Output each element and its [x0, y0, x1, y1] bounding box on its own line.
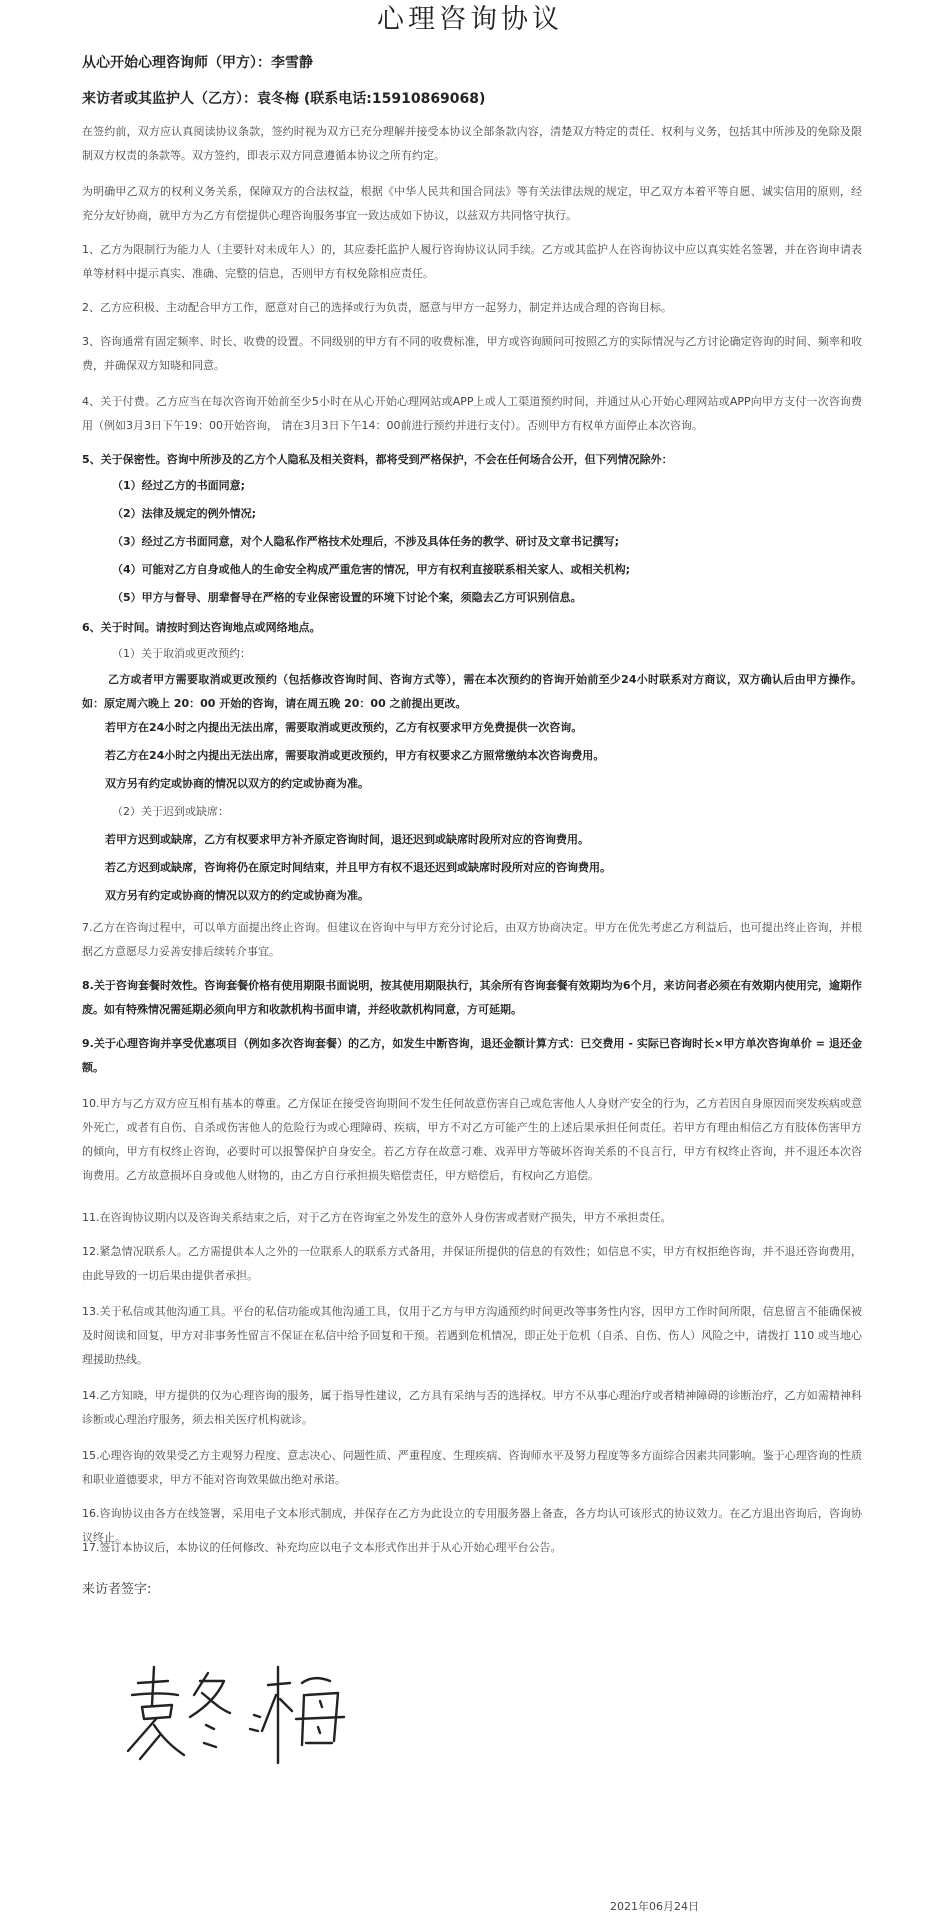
clause-5-item: （5）甲方与督导、朋辈督导在严格的专业保密设置的环境下讨论个案，须隐去乙方可识别信息。 — [112, 591, 582, 604]
clause-6-sub2-title: （2）关于迟到或缺席： — [112, 805, 229, 818]
clause-6-heading: 6、关于时间。请按时到达咨询地点或网络地点。 — [82, 621, 321, 634]
signing-date: 2021年06月24日 — [610, 1900, 699, 1913]
clause-6-sub2-line: 双方另有约定或协商的情况以双方的约定或协商为准。 — [105, 889, 369, 902]
clause-10: 10.甲方与乙方双方应互相有基本的尊重。乙方保证在接受咨询期间不发生任何故意伤害自己或危害他人人身财产安全的行为，乙方若因自身原因而突发疾病或意外死亡，或者有自伤、自杀或伤害他人的危险行为或心理障碍、疾病，甲方不对乙方可能产生的上述后果承担任何责任。若甲方有理由相信乙方有肢体伤害甲方的倾向，甲方有权终止咨询，必要时可以报警保护自身安全。若乙方存在故意刁难、戏弄甲方等破坏咨询关系的不良言行，甲方有权终止咨询，并不退还本次咨询费用。乙方故意损坏自身或他人财物的，由乙方自行承担损失赔偿责任，甲方赔偿后，有权向乙方追偿。 — [82, 1097, 862, 1182]
clause-6-sub2-line: 若乙方迟到或缺席，咨询将仍在原定时间结束，并且甲方有权不退还迟到或缺席时段所对应的咨询费用。 — [105, 861, 611, 874]
clause-6-sub1-line: 双方另有约定或协商的情况以双方的约定或协商为准。 — [105, 777, 369, 790]
clause-11: 11.在咨询协议期内以及咨询关系结束之后，对于乙方在咨询室之外发生的意外人身伤害或者财产损失，甲方不承担责任。 — [82, 1211, 672, 1224]
clause-16: 16.咨询协议由各方在线签署，采用电子文本形式制成，并保存在乙方为此设立的专用服务器上备查，各方均认可该形式的协议效力。在乙方退出咨询后，咨询协议终止。 — [82, 1507, 862, 1544]
signature-label: 来访者签字: — [82, 1582, 152, 1597]
party-b: 来访者或其监护人（乙方）：袁冬梅 (联系电话:15910869068) — [82, 91, 486, 107]
clause-6-sub1-title: （1）关于取消或更改预约： — [112, 647, 251, 660]
clause-2: 2、乙方应积极、主动配合甲方工作，愿意对自己的选择或行为负责，愿意与甲方一起努力，制定并达成合理的咨询目标。 — [82, 301, 672, 314]
clause-8: 8.关于咨询套餐时效性。咨询套餐价格有使用期限书面说明，按其使用期限执行，其余所有咨询套餐有效期均为6个月，来访问者必须在有效期内使用完，逾期作废。如有特殊情况需延期必须向甲方和收款机构书面申请，并经收款机构同意，方可延期。 — [82, 979, 862, 1016]
document-title: 心理咨询协议 — [377, 4, 563, 35]
intro-paragraph-1: 在签约前，双方应认真阅读协议条款，签约时视为双方已充分理解并接受本协议全部条款内容，清楚双方特定的责任、权利与义务，包括其中所涉及的免除及限制双方权责的条款等。双方签约，即表示双方同意遵循本协议之所有约定。 — [82, 125, 862, 162]
intro-paragraph-2: 为明确甲乙双方的权利义务关系，保障双方的合法权益，根据《中华人民共和国合同法》等有关法律法规的规定，甲乙双方本着平等自愿、诚实信用的原则，经充分友好协商，就甲方为乙方有偿提供心理咨询服务事宜一致达成如下协议，以兹双方共同恪守执行。 — [82, 185, 862, 222]
clause-4: 4、关于付费。乙方应当在每次咨询开始前至少5小时在从心开始心理网站或APP上或人工渠道预约时间，并通过从心开始心理网站或APP向甲方支付一次咨询费用（例如3月3日下午19：00开始咨询， 请在3月3日下午14：00前进行预约并进行支付）。否则甲方有权单方面停止本次咨询。 — [82, 395, 862, 432]
clause-14: 14.乙方知晓，甲方提供的仅为心理咨询的服务，属于指导性建议，乙方具有采纳与否的选择权。甲方不从事心理治疗或者精神障碍的诊断治疗，乙方如需精神科诊断或心理治疗服务，须去相关医疗机构就诊。 — [82, 1389, 862, 1426]
clause-9: 9.关于心理咨询并享受优惠项目（例如多次咨询套餐）的乙方，如发生中断咨询，退还金额计算方式：已交费用 - 实际已咨询时长×甲方单次咨询单价 = 退还金额。 — [82, 1037, 862, 1074]
clause-6-sub2-line: 若甲方迟到或缺席，乙方有权要求甲方补齐原定咨询时间，退还迟到或缺席时段所对应的咨询费用。 — [105, 833, 589, 846]
clause-6-sub1-line: 若乙方在24小时之内提出无法出席，需要取消或更改预约，甲方有权要求乙方照常缴纳本次咨询费用。 — [105, 749, 605, 762]
clause-5-heading: 5、关于保密性。咨询中所涉及的乙方个人隐私及相关资料，都将受到严格保护，不会在任何场合公开，但下列情况除外： — [82, 453, 673, 466]
clause-1: 1、乙方为限制行为能力人（主要针对未成年人）的，其应委托监护人履行咨询协议认同手续。乙方或其监护人在咨询协议中应以真实姓名签署，并在咨询申请表单等材料中提示真实、准确、完整的信息，否则甲方有权免除相应责任。 — [82, 243, 862, 280]
clause-6-sub1-line: 若甲方在24小时之内提出无法出席，需要取消或更改预约，乙方有权要求甲方免费提供一次咨询。 — [105, 721, 583, 734]
clause-15: 15.心理咨询的效果受乙方主观努力程度、意志决心、问题性质、严重程度、生理疾病、咨询师水平及努力程度等多方面综合因素共同影响。鉴于心理咨询的性质和职业道德要求，甲方不能对咨询效果做出绝对承诺。 — [82, 1449, 862, 1486]
clause-5-item: （3）经过乙方书面同意，对个人隐私作严格技术处理后，不涉及具体任务的教学、研讨及文章书记撰写; — [112, 535, 620, 548]
clause-12: 12.紧急情况联系人。乙方需提供本人之外的一位联系人的联系方式备用，并保证所提供的信息的有效性；如信息不实，甲方有权拒绝咨询，并不退还咨询费用，由此导致的一切后果由提供者承担。 — [82, 1245, 862, 1282]
party-a: 从心开始心理咨询师（甲方）：李雪静 — [82, 55, 313, 71]
clause-7: 7.乙方在咨询过程中，可以单方面提出终止咨询。但建议在咨询中与甲方充分讨论后，由双方协商决定。甲方在优先考虑乙方利益后，也可提出终止咨询，并根据乙方意愿尽力妥善安排后续转介事宜。 — [82, 921, 862, 958]
clause-17: 17.签订本协议后，本协议的任何修改、补充均应以电子文本形式作出并于从心开始心理平台公告。 — [82, 1541, 562, 1554]
clause-13: 13.关于私信或其他沟通工具。平台的私信功能或其他沟通工具，仅用于乙方与甲方沟通预约时间更改等事务性内容，因甲方工作时间所限，信息留言不能确保被及时阅读和回复，甲方对非事务性留言不保证在私信中给予回复和干预。若遇到危机情况，即正处于危机（自杀、自伤、伤人）风险之中，请拨打 110 或当地心理援助热线。 — [82, 1305, 862, 1366]
handwritten-signature — [120, 1655, 350, 1775]
clause-6-sub1-paragraph: 乙方或者甲方需要取消或更改预约（包括修改咨询时间、咨询方式等），需在本次预约的咨询开始前至少24小时联系对方商议，双方确认后由甲方操作。如：原定周六晚上 20：00 开始的咨询，请在周五晚 20：00 之前提出更改。 — [82, 673, 862, 710]
clause-5-item: （4）可能对乙方自身或他人的生命安全构成严重危害的情况，甲方有权利直接联系相关家人、或相关机构; — [112, 563, 631, 576]
clause-5-item: （2）法律及规定的例外情况; — [112, 507, 257, 520]
clause-5-item: （1）经过乙方的书面同意; — [112, 479, 246, 492]
clause-3: 3、咨询通常有固定频率、时长、收费的设置。不同级别的甲方有不同的收费标准，甲方或咨询顾问可按照乙方的实际情况与乙方讨论确定咨询的时间、频率和收费，并确保双方知晓和同意。 — [82, 335, 862, 372]
